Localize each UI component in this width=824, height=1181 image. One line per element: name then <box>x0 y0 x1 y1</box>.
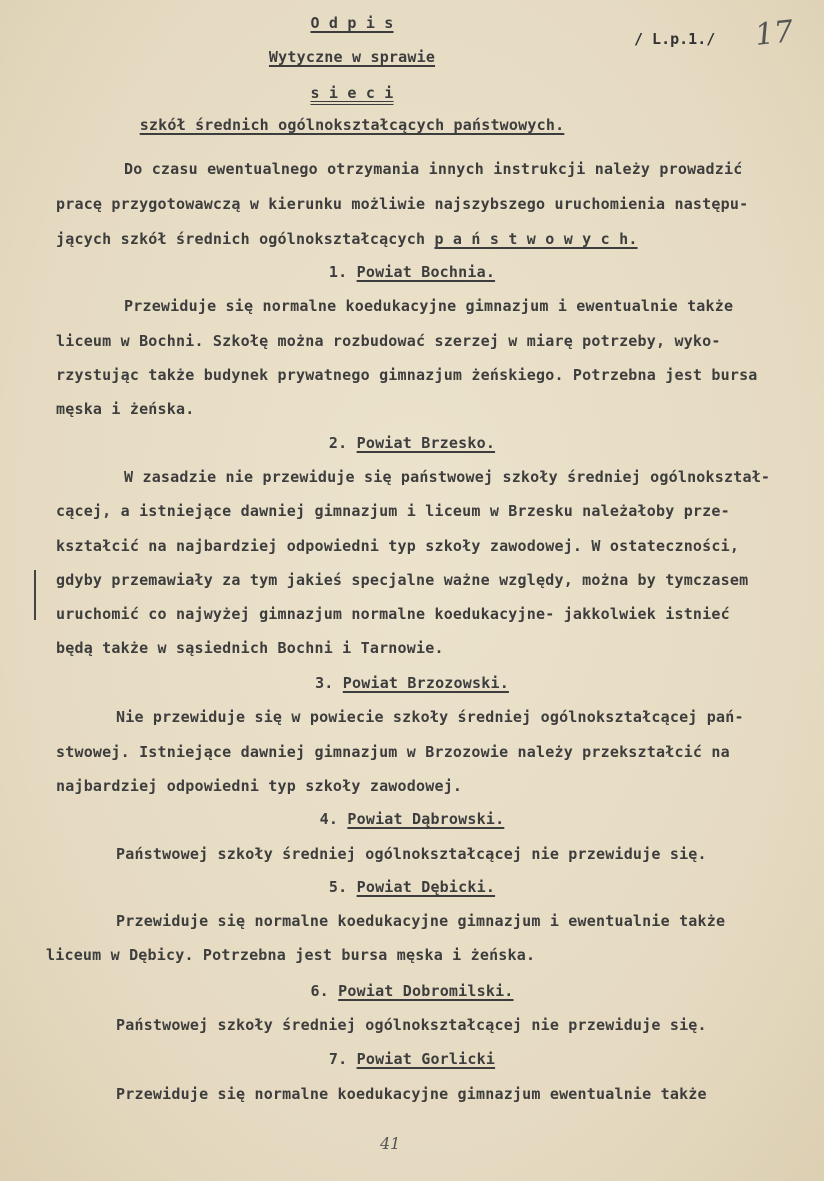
body-line: Przewiduje się normalne koedukacyjne gimnazjum i ewentualnie także <box>116 912 726 930</box>
body-line: liceum w Bochni. Szkołę można rozbudować szerzej w miarę potrzeby, wyko- <box>56 332 721 350</box>
body-line: kształcić na najbardziej odpowiedni typ szkoły zawodowej. W ostateczności, <box>56 537 740 555</box>
body-line: męska i żeńska. <box>56 400 195 418</box>
body-line: będą także w sąsiednich Bochni i Tarnowie. <box>56 639 444 657</box>
body-line: liceum w Dębicy. Potrzebna jest bursa męska i żeńska. <box>46 946 536 964</box>
body-line: Przewiduje się normalne koedukacyjne gimnazjum i ewentualnie także <box>124 297 734 315</box>
section-heading: 4. Powiat Dąbrowski. <box>319 810 505 828</box>
body-line: Państwowej szkoły średniej ogólnokształcącej nie przewiduje się. <box>116 845 707 863</box>
body-line: cącej, a istniejące dawniej gimnazjum i liceum w Brzesku należałoby prze- <box>56 502 730 520</box>
margin-mark <box>34 570 36 620</box>
body-line: rzystując także budynek prywatnego gimnazjum żeńskiego. Potrzebna jest bursa <box>56 366 758 384</box>
intro-line: jących szkół średnich ogólnokształcących p a ń s t w o w y c h. <box>56 230 638 248</box>
handwritten-page-number: 41 <box>380 1134 401 1153</box>
section-heading: 1. Powiat Bochnia. <box>328 263 496 281</box>
doc-subtitle-2: s i e c i <box>310 84 394 102</box>
body-line: Przewiduje się normalne koedukacyjne gimnazjum ewentualnie także <box>116 1085 707 1103</box>
intro-line: Do czasu ewentualnego otrzymania innych instrukcji należy prowadzić <box>124 160 743 178</box>
section-heading: 5. Powiat Dębicki. <box>328 878 496 896</box>
pencil-page-number: 17 <box>753 14 795 53</box>
body-line: uruchomić co najwyżej gimnazjum normalne koedukacyjne- jakkolwiek istnieć <box>56 605 730 623</box>
body-line: gdyby przemawiały za tym jakieś specjalne ważne względy, można by tymczasem <box>56 571 749 589</box>
body-line: najbardziej odpowiedni typ szkoły zawodowej. <box>56 777 463 795</box>
body-line: W zasadzie nie przewiduje się państwowej szkoły średniej ogólnokształ- <box>124 468 771 486</box>
body-line: stwowej. Istniejące dawniej gimnazjum w Brzozowie należy przekształcić na <box>56 743 730 761</box>
body-line: Państwowej szkoły średniej ogólnokształcącej nie przewiduje się. <box>116 1016 707 1034</box>
doc-title: O d p i s <box>310 14 394 32</box>
section-heading: 6. Powiat Dobromilski. <box>310 982 514 1000</box>
doc-subtitle-3: szkół średnich ogólnokształcących państwowych. <box>139 116 565 134</box>
reference-number: / L.p.1./ <box>634 30 716 48</box>
doc-subtitle-1: Wytyczne w sprawie <box>268 48 436 66</box>
section-heading: 2. Powiat Brzesko. <box>328 434 496 452</box>
section-heading: 3. Powiat Brzozowski. <box>315 674 509 692</box>
intro-line: pracę przygotowawczą w kierunku możliwie najszybszego uruchomienia następu- <box>56 195 749 213</box>
section-heading: 7. Powiat Gorlicki <box>328 1050 496 1068</box>
body-line: Nie przewiduje się w powiecie szkoły średniej ogólnokształcącej pań- <box>116 708 744 726</box>
